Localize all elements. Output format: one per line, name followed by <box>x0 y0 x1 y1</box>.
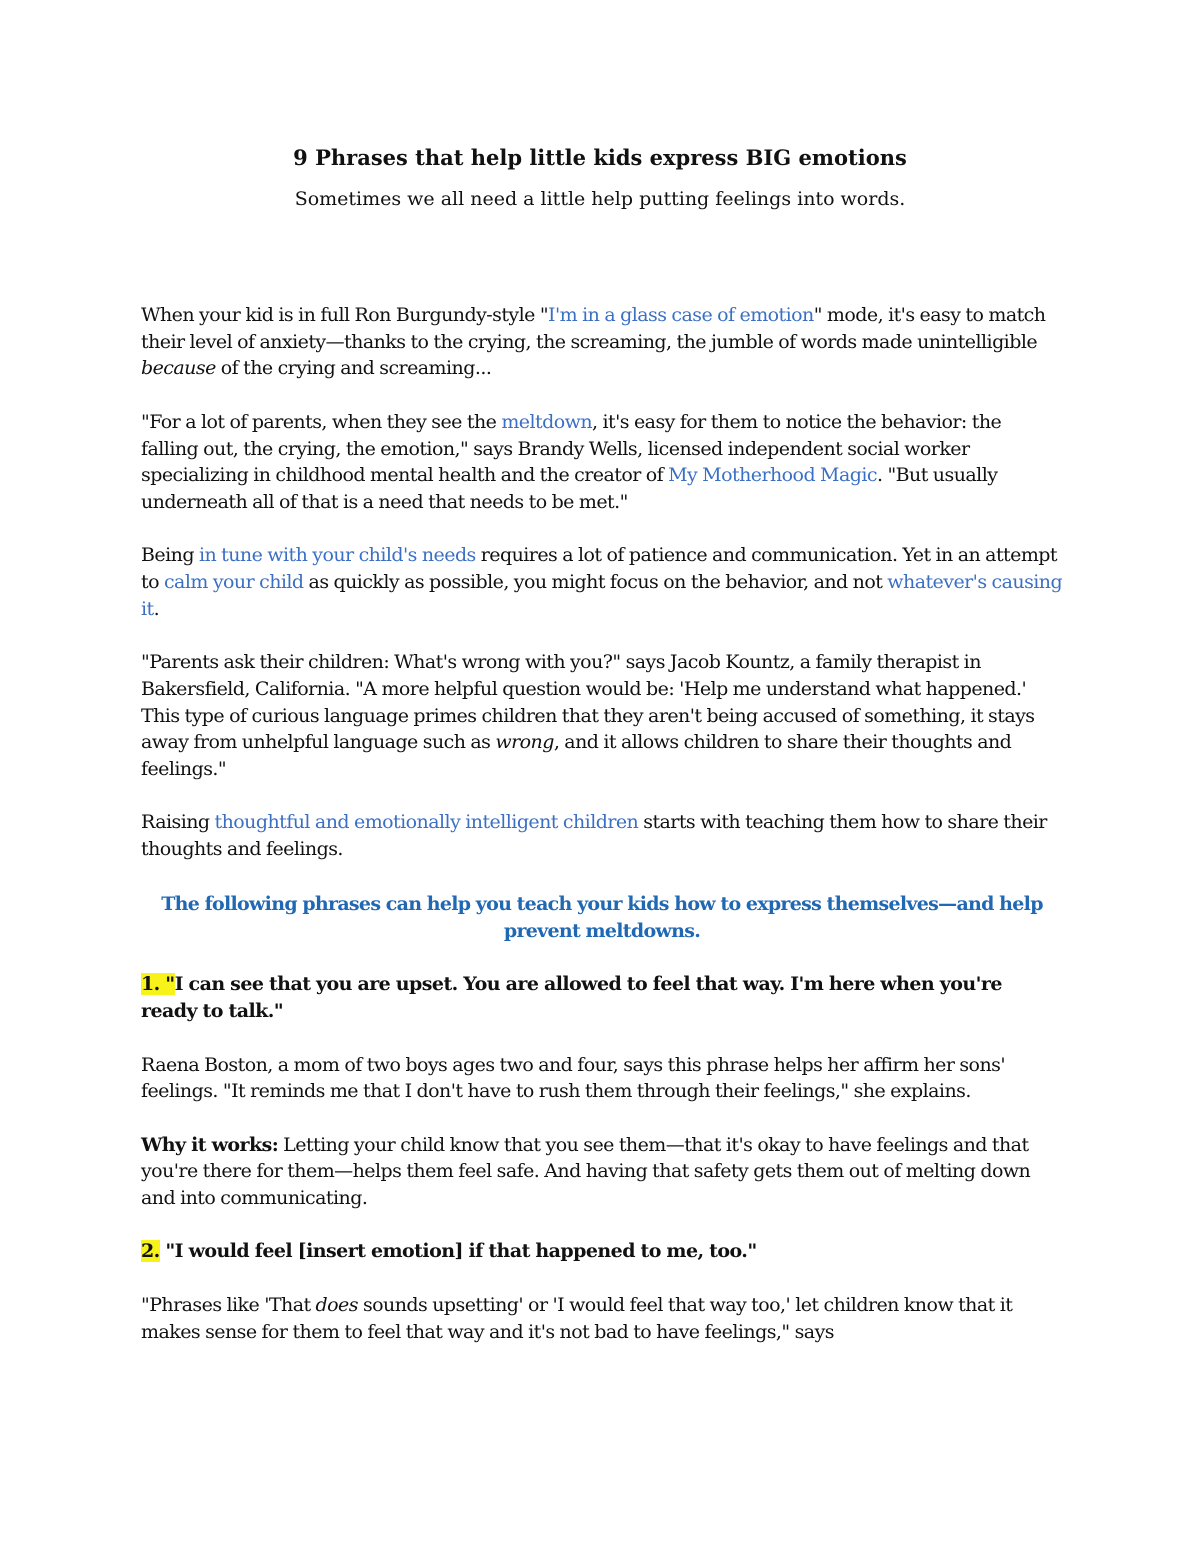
text-run: as quickly as possible, you might focus on the behavior, and not <box>303 571 888 593</box>
text-run: starts with teaching them how to share their thoughts and feelings. <box>141 811 1047 860</box>
text-run: , and it allows children to share their thoughts and feelings." <box>141 731 1012 780</box>
text-run: "Phrases like 'That <box>141 1293 316 1316</box>
paragraph <box>141 1292 1063 1345</box>
link-my-motherhood-magic[interactable]: My Motherhood Magic <box>668 464 877 487</box>
phrase-number-highlight: 1. " <box>141 973 175 996</box>
article-body <box>141 302 1063 1372</box>
phrase-number-highlight: 2. <box>141 1240 160 1263</box>
text-run: requires a lot of patience and communication. Yet in an attempt to <box>141 544 1057 593</box>
link-calm-your-child[interactable]: calm your child <box>163 571 304 593</box>
paragraph <box>141 542 1063 622</box>
paragraph <box>141 649 1063 783</box>
phrase-text: I can see that you are upset. You are allowed to feel that way. I'm here when you're ready to talk." <box>141 973 1002 1023</box>
emphasis: does <box>315 1293 358 1316</box>
text-run: Letting your child know that you see them—that it's okay to have feelings and that you're there for them—helps them feel safe. And having that safety gets them out of melting down and into communicating. <box>141 1133 1031 1210</box>
text-run: of the crying and screaming... <box>215 357 492 380</box>
callout-heading: The following phrases can help you teach your kids how to express themselves—and help prevent meltdowns. <box>161 893 1043 943</box>
text-run: " mode, it's easy to match their level of anxiety—thanks to the crying, the screaming, the jumble of words made unintelligible <box>141 304 1046 353</box>
link-glass-case-of-emotion[interactable]: I'm in a glass case of emotion <box>548 304 814 326</box>
paragraph <box>141 1132 1063 1212</box>
emphasis: wrong <box>495 731 554 754</box>
text-run: , it's easy for them to notice the behavior: the falling out, the crying, the emotion," says Brandy Wells, licensed independent social worker specializing in childhood mental health and the creator of <box>141 410 1002 487</box>
text-run: Raising <box>141 811 215 834</box>
text-run: Being <box>141 544 199 567</box>
link-emotionally-intelligent-children[interactable]: thoughtful and emotionally intelligent children <box>214 811 639 834</box>
phrase-heading-2 <box>141 1238 1063 1265</box>
text-run: . "But usually underneath all of that is a need that needs to be met." <box>141 464 998 513</box>
text-run: sounds upsetting' or 'I would feel that way too,' let children know that it makes sense for them to feel that way and it's not bad to have feelings," says <box>141 1293 1013 1343</box>
document-subtitle: Sometimes we all need a little help putting feelings into words. <box>294 188 906 210</box>
why-it-works-label: Why it works: <box>141 1133 279 1156</box>
text-run: "For a lot of parents, when they see the <box>141 410 502 433</box>
paragraph <box>141 809 1063 862</box>
text-run: "Parents ask their children: What's wrong with you?" says Jacob Kountz, a family therapist in Bakersfield, California. "A more helpful question would be: 'Help me understand what happened.' This type of curious language primes children that they aren't being accused of something, it stays away from unhelpful language such as <box>141 651 1035 754</box>
phrase-heading-1 <box>141 971 1063 1024</box>
link-meltdown[interactable]: meltdown <box>501 410 593 433</box>
paragraph: Raena Boston, a mom of two boys ages two and four, says this phrase helps her affirm her sons' feelings. "It reminds me that I don't have to rush them through their feelings," she explains. <box>141 1053 1006 1103</box>
link-whatevers-causing-it[interactable]: whatever's causing it <box>141 571 1063 620</box>
text-run: . <box>153 597 160 620</box>
phrase-text: "I would feel [insert emotion] if that happened to me, too." <box>159 1240 757 1263</box>
link-in-tune-with-needs[interactable]: in tune with your child's needs <box>198 544 476 567</box>
paragraph <box>141 302 1063 382</box>
document-title: 9 Phrases that help little kids express BIG emotions <box>293 145 907 170</box>
text-run: When your kid is in full Ron Burgundy-style " <box>141 304 549 326</box>
emphasis: because <box>141 357 216 380</box>
paragraph <box>141 409 1063 516</box>
